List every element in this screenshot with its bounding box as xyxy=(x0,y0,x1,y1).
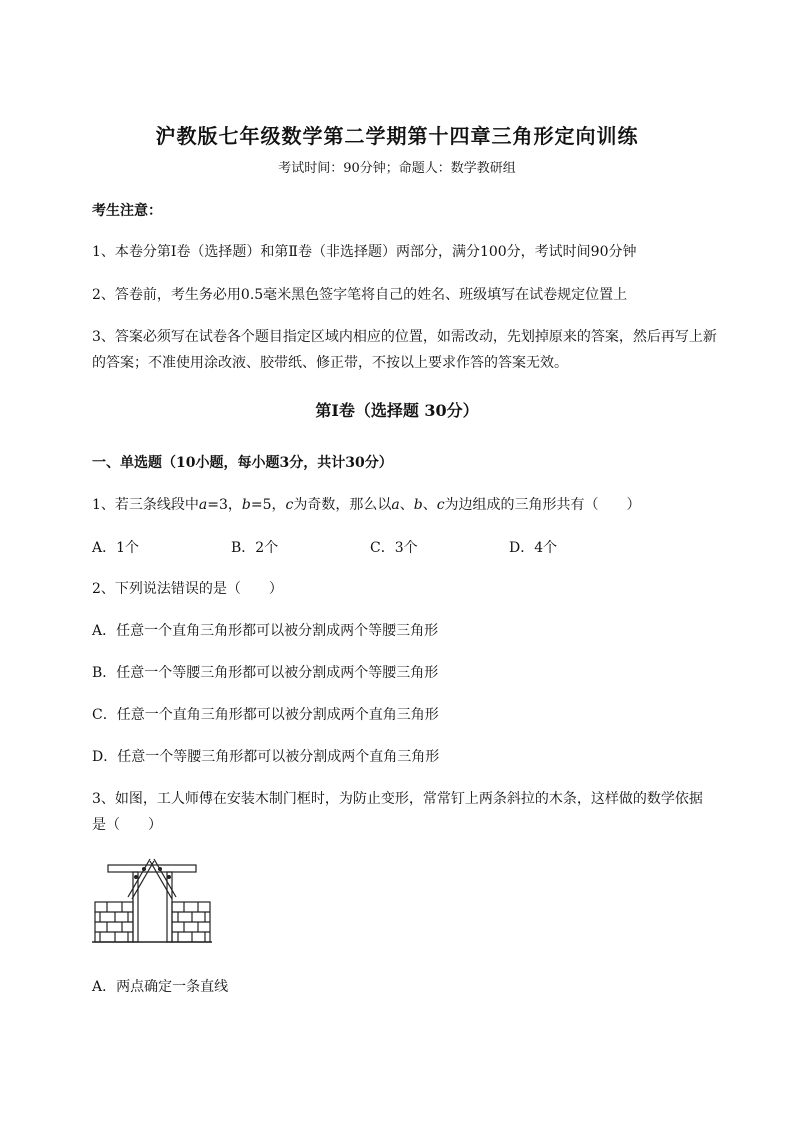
notice-item-3: 3、答案必须写在试卷各个题目指定区域内相应的位置，如需改动，先划掉原来的答案，然后再写上新 xyxy=(92,329,717,345)
notice-item-3-cont: 的答案；不准使用涂改液、胶带纸、修正带，不按以上要求作答的答案无效。 xyxy=(92,355,568,371)
door-frame-figure xyxy=(92,855,212,947)
notice-item-1: 1、本卷分第Ⅰ卷（选择题）和第Ⅱ卷（非选择题）两部分，满分100分，考试时间90分钟 xyxy=(92,244,637,260)
question-3-stem-cont: 是（ ） xyxy=(92,817,162,833)
q1-option-d: D．4个 xyxy=(509,540,558,556)
q1-option-a: A．1个 xyxy=(92,540,140,556)
q1-option-b: B．2个 xyxy=(231,540,279,556)
exam-info: 考试时间：90分钟；命题人：数学教研组 xyxy=(278,161,516,176)
q3-option-a: A．两点确定一条直线 xyxy=(92,979,229,995)
question-3-stem: 3、如图，工人师傅在安装木制门框时，为防止变形，常常钉上两条斜拉的木条，这样做的数学依据 xyxy=(92,791,703,807)
q2-option-b: B．任意一个等腰三角形都可以被分割成两个等腰三角形 xyxy=(92,665,439,681)
notice-item-2: 2、答卷前，考生务必用0.5毫米黑色签字笔将自己的姓名、班级填写在试卷规定位置上 xyxy=(92,287,628,303)
q1-option-c: C．3个 xyxy=(370,540,418,556)
q2-option-c: C．任意一个直角三角形都可以被分割成两个直角三角形 xyxy=(92,707,439,723)
part-heading: 一、单选题（10小题，每小题3分，共计30分） xyxy=(92,455,393,471)
notice-heading: 考生注意： xyxy=(92,203,162,219)
question-2-stem: 2、下列说法错误的是（ ） xyxy=(92,581,283,597)
page-title: 沪教版七年级数学第二学期第十四章三角形定向训练 xyxy=(155,124,639,148)
q2-option-a: A．任意一个直角三角形都可以被分割成两个等腰三角形 xyxy=(92,623,439,639)
q2-option-d: D．任意一个等腰三角形都可以被分割成两个直角三角形 xyxy=(92,749,440,765)
question-1-stem: 1、若三条线段中a=3，b=5，c为奇数，那么以a、b、c为边组成的三角形共有（ ） xyxy=(92,497,641,513)
section-title: 第Ⅰ卷（选择题 30分） xyxy=(315,401,479,420)
